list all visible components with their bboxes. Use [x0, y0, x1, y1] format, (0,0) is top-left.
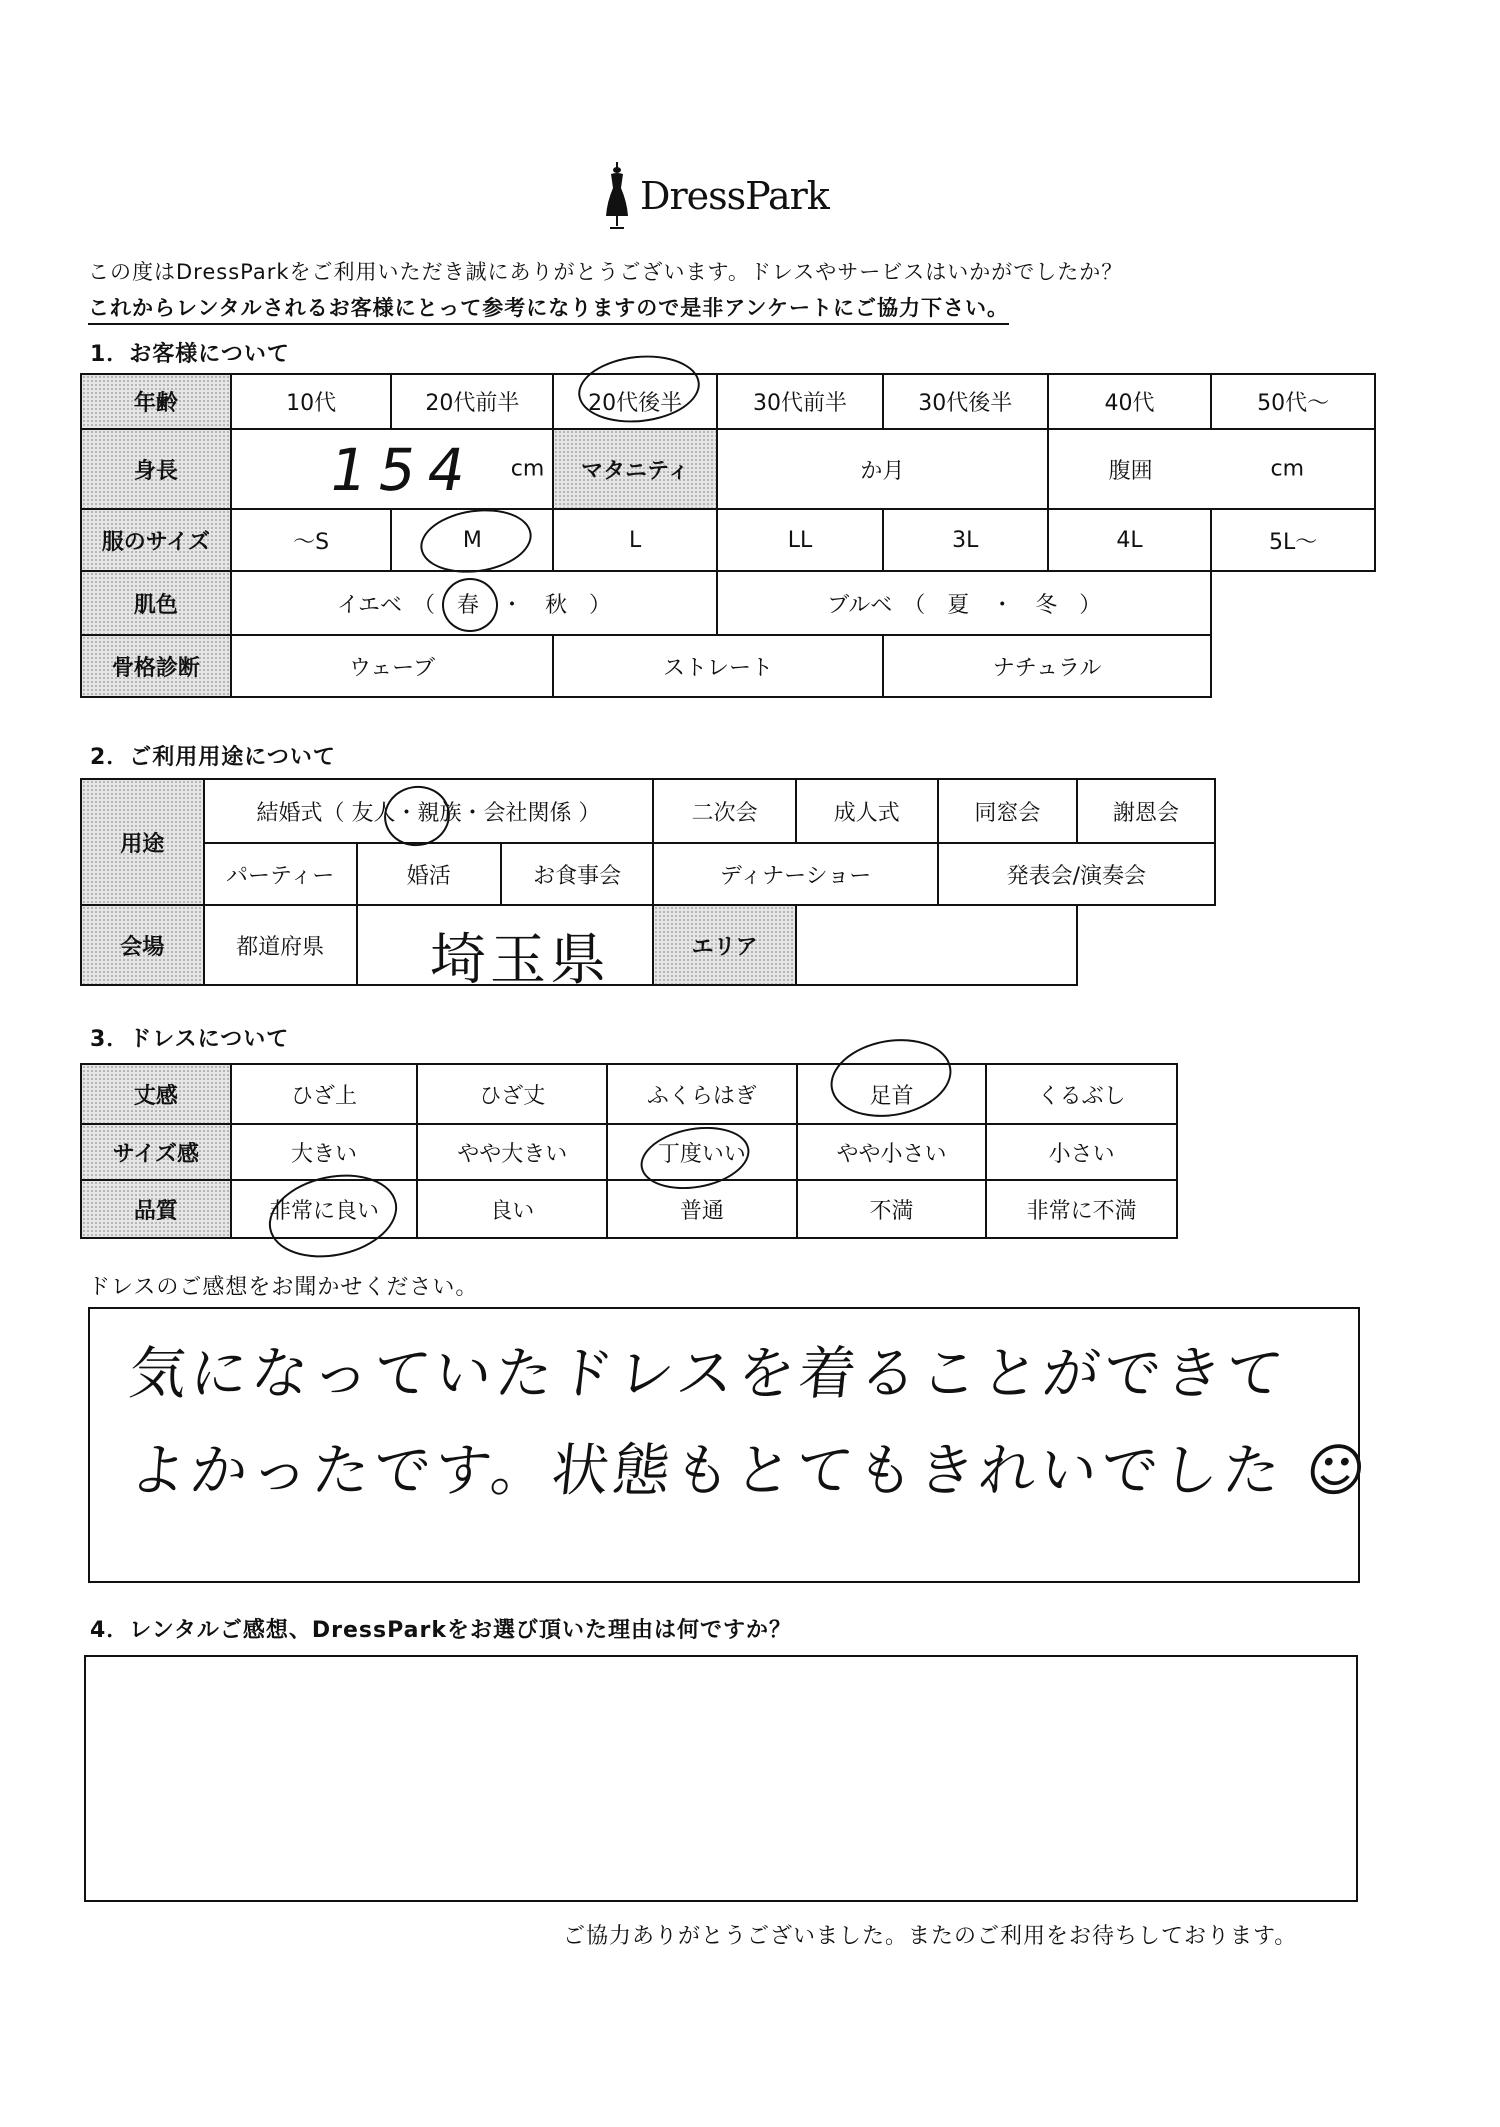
waist-label: 腹囲 [1108, 458, 1153, 484]
quality-option[interactable]: 良い [417, 1180, 607, 1238]
fit-option[interactable]: やや小さい [797, 1124, 987, 1180]
fit-option[interactable]: 大きい [231, 1124, 418, 1180]
months-label: か月 [860, 458, 905, 484]
size-option[interactable]: L [553, 509, 717, 571]
intro-line-1: この度はDressParkをご利用いただき誠にありがとうございます。ドレスやサービスはいかがでしたか？ [88, 260, 1124, 284]
section1-title: 1．お客様について [90, 342, 290, 367]
purpose-option[interactable]: 二次会 [653, 779, 795, 843]
area-field[interactable] [796, 905, 1077, 985]
size-label: 服のサイズ [81, 509, 231, 571]
impressions-handwritten-line-2: よかったです。状態もとてもきれいでした ☺ [126, 1438, 1373, 1504]
skeleton-option[interactable]: ナチュラル [883, 635, 1211, 697]
venue-label: 会場 [81, 905, 204, 985]
height-unit: cm [510, 456, 545, 482]
section2-title: 2．ご利用用途について [90, 745, 336, 770]
purpose-option[interactable]: 発表会/演奏会 [938, 843, 1215, 905]
intro-line-2: これからレンタルされるお客様にとって参考になりますので是非アンケートにご協力下さい。 [88, 292, 1009, 325]
prefecture-handwritten-value: 埼玉県 [430, 928, 610, 993]
maternity-label: マタニティ [553, 429, 717, 509]
prefecture-label: 都道府県 [204, 905, 357, 985]
skin-yellow-option[interactable]: イエベ （ 春 ・ 秋 ） [231, 571, 717, 635]
section3-title: 3．ドレスについて [90, 1027, 290, 1052]
skin-label: 肌色 [81, 571, 231, 635]
purpose-option[interactable]: 成人式 [796, 779, 938, 843]
purpose-option[interactable]: パーティー [204, 843, 357, 905]
months-field[interactable] [717, 429, 1048, 509]
selection-circle [442, 578, 498, 632]
quality-option[interactable]: 普通 [607, 1180, 797, 1238]
quality-label: 品質 [81, 1180, 231, 1238]
quality-option[interactable]: 不満 [797, 1180, 987, 1238]
customer-table [80, 373, 1376, 698]
length-option[interactable]: ひざ丈 [417, 1064, 607, 1124]
dresspark-logo [600, 162, 840, 232]
length-option[interactable]: くるぶし [986, 1064, 1177, 1124]
fit-option-selected[interactable]: 丁度いい [607, 1124, 797, 1180]
height-label: 身長 [81, 429, 231, 509]
purpose-table [80, 778, 1216, 986]
footer-thanks: ご協力ありがとうございました。またのご利用をお待ちしております。 [563, 1924, 1298, 1949]
age-option[interactable]: 40代 [1048, 374, 1212, 429]
dress-table [80, 1063, 1178, 1239]
skeleton-option[interactable]: ストレート [553, 635, 883, 697]
waist-field[interactable] [1048, 429, 1375, 509]
impressions-handwritten-line-1: 気になっていたドレスを着ることができて [126, 1341, 1291, 1407]
age-option[interactable]: 20代前半 [391, 374, 553, 429]
length-option[interactable]: ふくらはぎ [607, 1064, 797, 1124]
waist-unit: cm [1270, 456, 1304, 482]
skeleton-label: 骨格診断 [81, 635, 231, 697]
age-option-selected[interactable]: 20代後半 [553, 374, 717, 429]
impressions-title: ドレスのご感想をお聞かせください。 [88, 1275, 479, 1300]
purpose-option[interactable]: 謝恩会 [1077, 779, 1215, 843]
quality-option-selected[interactable]: 非常に良い [231, 1180, 418, 1238]
dress-mannequin-icon [600, 162, 634, 232]
length-option-selected[interactable]: 足首 [797, 1064, 987, 1124]
logo-text: DressPark [640, 174, 829, 218]
size-option[interactable]: ～S [231, 509, 392, 571]
fit-option[interactable]: 小さい [986, 1124, 1177, 1180]
size-option[interactable]: 5L～ [1211, 509, 1375, 571]
age-option[interactable]: 30代前半 [717, 374, 883, 429]
purpose-option[interactable]: お食事会 [501, 843, 654, 905]
purpose-option[interactable]: 婚活 [357, 843, 501, 905]
height-handwritten-value: 154 [324, 436, 483, 504]
quality-option[interactable]: 非常に不満 [986, 1180, 1177, 1238]
purpose-label: 用途 [81, 779, 204, 905]
skeleton-option[interactable]: ウェーブ [231, 635, 553, 697]
fit-label: サイズ感 [81, 1124, 231, 1180]
length-option[interactable]: ひざ上 [231, 1064, 418, 1124]
size-option[interactable]: 3L [883, 509, 1048, 571]
age-option[interactable]: 10代 [231, 374, 392, 429]
purpose-option[interactable]: ディナーショー [653, 843, 937, 905]
reason-answer-box[interactable] [84, 1655, 1358, 1902]
length-label: 丈感 [81, 1064, 231, 1124]
size-option[interactable]: LL [717, 509, 883, 571]
size-option-selected[interactable]: M [391, 509, 553, 571]
wedding-option[interactable]: 結婚式（ 友人・親族・会社関係 ） [204, 779, 654, 843]
fit-option[interactable]: やや大きい [417, 1124, 607, 1180]
age-label: 年齢 [81, 374, 231, 429]
area-label: エリア [653, 905, 795, 985]
size-option[interactable]: 4L [1048, 509, 1212, 571]
age-option[interactable]: 30代後半 [883, 374, 1048, 429]
section4-title: 4．レンタルご感想、DressParkをお選び頂いた理由は何ですか？ [90, 1618, 792, 1643]
purpose-option[interactable]: 同窓会 [938, 779, 1077, 843]
skin-blue-option[interactable]: ブルベ （ 夏 ・ 冬 ） [717, 571, 1211, 635]
age-option[interactable]: 50代～ [1211, 374, 1375, 429]
